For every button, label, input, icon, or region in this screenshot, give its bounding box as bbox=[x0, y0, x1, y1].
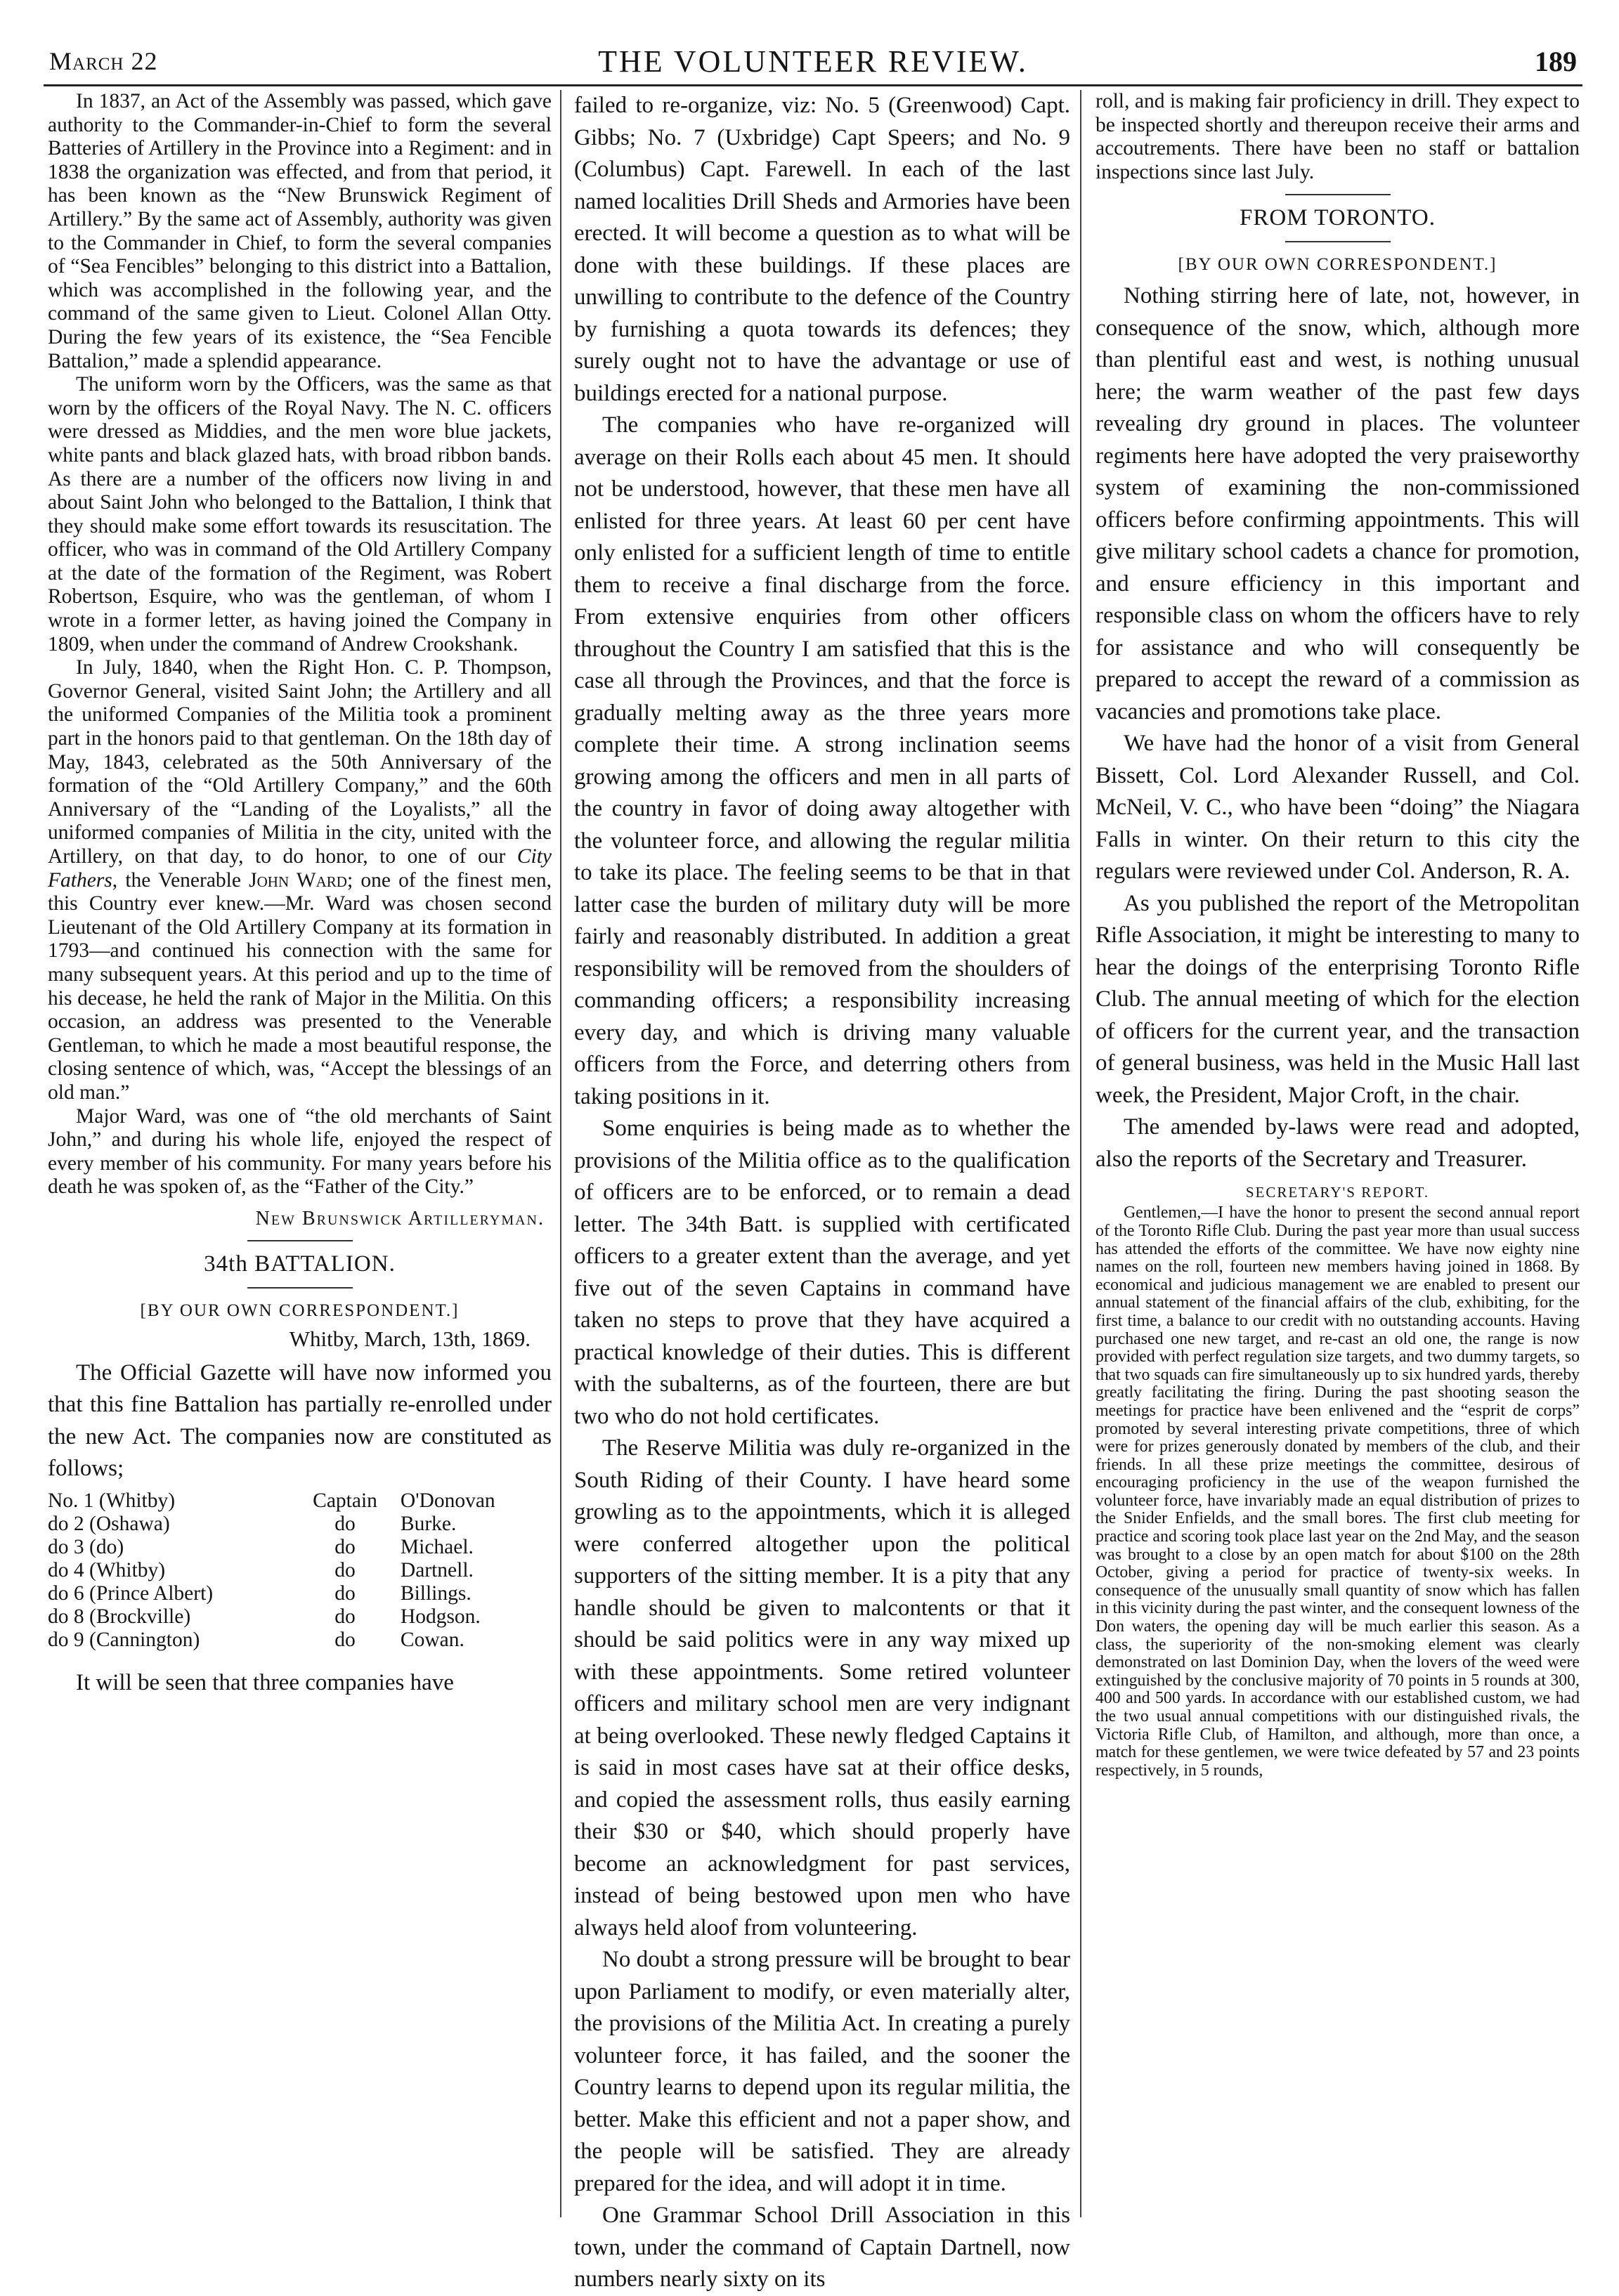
article-paragraph: The Reserve Militia was duly re-organized in the South Riding of their County. I have heard some growling as to the appointments, which it is alleged were conferred altogether upon the political supporters of the sitting member. It is a pity that any handle should be given to malcontents or that it should be said politics were in any way mixed up with these appointments. Some retired volunteer officers and military school men are very indignant at being overlooked. These newly fledged Captains it is said in most cases have sat at their office desks, and copied the assessment rolls, thus easily earning their $30 or $40, which should properly have become an acknowledgment for past services, instead of being bestowed upon men who have always held aloof from volunteering. bbox=[574, 1435, 1070, 1940]
company-name: No. 1 (Whitby) bbox=[48, 1489, 176, 1512]
byline: [BY OUR OWN CORRESPONDENT.] bbox=[140, 1300, 460, 1320]
section-divider bbox=[1285, 194, 1391, 195]
section-divider bbox=[1285, 241, 1391, 242]
article-paragraph: No doubt a strong pressure will be brought to bear upon Parliament to modify, or even materially alter, the provisions of the Militia Act. In creating a purely volunteer force, it has failed, and the sooner the Country learns to depend upon its regular militia, the better. Make this efficient and not a paper show, and the people will be satisfied. They are already prepared for the idea, and will adopt it in time. bbox=[574, 1947, 1070, 2196]
article-paragraph: Major Ward, was one of “the old merchants of Saint John,” and during his whole life, enjoyed the respect of every member of his community. For many years before his death he was spoken of, as the “Father of the City.” bbox=[48, 1104, 552, 1199]
article-paragraph: failed to re-organize, viz: No. 5 (Greenwood) Capt. Gibbs; No. 7 (Uxbridge) Capt Speers; and No. 9 (Columbus) Capt. Farewell. In each of the last named localities Drill Sheds and Armories have been erected. It will become a question as to what will be done with these buildings. If these places are unwilling to contribute to the defence of the Country by furnishing a quota towards its defences; they surely ought not to have the advantage or use of buildings erected for a national purpose. bbox=[574, 93, 1070, 406]
company-name: do 9 (Cannington) bbox=[48, 1628, 200, 1651]
column-2 bbox=[560, 90, 1080, 2292]
company-name: do 8 (Brockville) bbox=[48, 1605, 191, 1628]
officer-rank: Captain bbox=[313, 1489, 377, 1512]
article-paragraph: The amended by-laws were read and adopted, also the reports of the Secretary and Treasurer. bbox=[1095, 1114, 1580, 1172]
company-name: do 4 (Whitby) bbox=[48, 1558, 166, 1581]
company-row bbox=[48, 1629, 552, 1652]
officer-name: Hodgson. bbox=[400, 1605, 481, 1628]
company-name: do 2 (Oshawa) bbox=[48, 1512, 170, 1535]
issue-date: March 22 bbox=[49, 47, 158, 75]
text-run: In July, 1840, when the Right Hon. C. P. Thompson, Governor General, visited Saint John; the Artillery and all the uniformed Companies of the Militia took a prominent part in the honors paid to that gentleman. On the 18th day of May, 1843, celebrated as the 50th Anniversary of the formation of the “Old Artillery Company,” and the 60th Anniversary of the “Landing of the Loyalists,” all the uniformed companies of Militia in the city, united with the Artillery, on that day, to do honor, to one of our bbox=[48, 656, 552, 868]
article-paragraph: It will be seen that three companies have bbox=[76, 1669, 454, 1695]
article-paragraph: The uniform worn by the Officers, was the same as that worn by the officers of the Royal Navy. The N. C. officers were dressed as Middies, and the men wore blue jackets, white pants and black glazed hats, with broad ribbon bands. As there are a number of the officers now living in and about Saint John who belonged to the Battalion, I think that they should make some effort towards its resuscitation. The officer, who was in command of the Old Artillery Company at the date of the formation of the Regiment, was Robert Robertson, Esquire, who was the gentleman, of whom I wrote in a former letter, as having joined the Company in 1809, when under the command of Andrew Crookshank. bbox=[48, 373, 552, 655]
person-name: John Ward bbox=[249, 868, 347, 892]
article-signature: New Brunswick Artilleryman. bbox=[255, 1207, 545, 1229]
article-paragraph bbox=[48, 656, 552, 1104]
article-paragraph: One Grammar School Drill Association in this town, under the command of Captain Dartnell, now numbers nearly sixty on its bbox=[574, 2203, 1070, 2292]
officer-name: Michael. bbox=[400, 1535, 474, 1558]
report-text: Gentlemen,—I have the honor to present the second annual report of the Toronto Rifle Club. During the past year more than usual success has attended the efforts of the committee. We have now eighty nine names on the roll, fourteen new members having joined in 1868. By economical and judicious management we are enabled to present our annual statement of the financial affairs of the club, exhibiting, for the first time, a balance to our credit with no outstanding accounts. Having purchased one new target, and re-cast an old one, the range is now provided with perfect regulation size targets, and two dummy targets, so that two squads can fire simultaneously up to six hundred yards, thereby greatly facilitating the firing. During the past shooting season the meetings for practice have been enlivened and the “esprit de corps” promoted by several interesting private competitions, three of which were for prizes generously donated by members of the club, and their friends. In all these prize meetings the committee, desirous of encouraging proficiency in the use of the weapon furnished the volunteer force, have invariably made an equal distribution of prizes to the Snider Enfields, and the small bores. The first club meeting for practice and scoring took place last year on the 2nd May, and the season was brought to a close by an open match for about $100 on the 28th October, giving a period for practice of twenty-six weeks. In consequence of the unusually small quantity of snow which has fallen in this vicinity during the past winter, and the consequent lowness of the Don waters, the opening day will be much earlier this season. As a class, the superiority of the non-smoking element was clearly demonstrated on last Dominion Day, when the lovers of the weed were extinguished by the conclusive majority of 70 points in 5 rounds at 300, 400 and 500 yards. In accordance with our established custom, we had the two usual annual competitions with our distinguished rivals, the Victoria Rifle Club, of Hamilton, and although, more than once, a match for these gentlemen, we were twice defeated by 57 and 23 points respectively, in 5 rounds, bbox=[1095, 1204, 1580, 1780]
running-header bbox=[44, 41, 1582, 86]
company-row bbox=[48, 1536, 552, 1559]
column-1 bbox=[44, 90, 560, 2217]
officer-rank: do bbox=[334, 1512, 356, 1535]
section-divider bbox=[247, 1240, 353, 1241]
companies-table bbox=[48, 1489, 552, 1652]
text-run: , the Venerable bbox=[112, 868, 249, 892]
publication-title: THE VOLUNTEER REVIEW. bbox=[598, 44, 1028, 79]
byline: [BY OUR OWN CORRESPONDENT.] bbox=[1178, 255, 1497, 275]
article-paragraph: roll, and is making fair proficiency in drill. They expect to be inspected shortly and thereupon receive their arms and accoutrements. There have been no staff or battalion inspections since last July. bbox=[1095, 90, 1580, 183]
company-name: do 6 (Prince Albert) bbox=[48, 1581, 214, 1605]
page-number: 189 bbox=[1535, 46, 1577, 77]
officer-rank: do bbox=[334, 1628, 356, 1651]
officer-name: O'Donovan bbox=[400, 1489, 495, 1512]
officer-rank: do bbox=[334, 1558, 356, 1581]
officer-name: Dartnell. bbox=[400, 1558, 474, 1581]
article-paragraph: Some enquiries is being made as to whether the provisions of the Militia office as to the qualification of officers are to be enforced, or to remain a dead letter. The 34th Batt. is supplied with certificated officers to a greater extent than the average, and yet five out of the seven Captains in command have taken no steps to prove that they have acquired a practical knowledge of their duties. This is different with the subalterns, as of the fourteen, there are but two who do not hold certificates. bbox=[574, 1116, 1070, 1429]
article-columns bbox=[44, 90, 1582, 2292]
text-run: ; one of the finest men, this Country ever knew.—Mr. Ward was chosen second Lieutenant of the Old Artillery Company at its formation in 1793—and continued his connection with the same for many subsequent years. At this period and up to the time of his decease, he held the rank of Major in the Militia. On this occasion, an address was presented to the Venerable Gentleman, to which he made a most beautiful response, the closing sentence of which, was, “Accept the blessings of an old man.” bbox=[48, 868, 552, 1104]
officer-rank: do bbox=[334, 1605, 356, 1628]
emphasis-text: City Fathers bbox=[48, 845, 552, 892]
article-paragraph: As you published the report of the Metropolitan Rifle Association, it might be interesting to many to hear the doings of the enterprising Toronto Rifle Club. The annual meeting of which for the election of officers for the current year, and the transaction of general business, was held in the Music Hall last week, the President, Major Croft, in the chair. bbox=[1095, 890, 1580, 1108]
company-row bbox=[48, 1489, 552, 1513]
officer-name: Billings. bbox=[400, 1581, 472, 1605]
company-row bbox=[48, 1605, 552, 1629]
company-row bbox=[48, 1559, 552, 1582]
officer-rank: do bbox=[334, 1535, 356, 1558]
article-paragraph: The Official Gazette will have now informed you that this fine Battalion has partially re-enrolled under the new Act. The companies now are constituted as follows; bbox=[48, 1359, 552, 1482]
report-heading: SECRETARY'S REPORT. bbox=[1245, 1184, 1430, 1201]
column-3 bbox=[1080, 90, 1582, 2217]
section-title: FROM TORONTO. bbox=[1240, 205, 1436, 231]
article-paragraph: We have had the honor of a visit from General Bissett, Col. Lord Alexander Russell, and Col. McNeil, V. C., who have been “doing” the Niagara Falls in winter. On their return to this city the regulars were reviewed under Col. Anderson, R. A. bbox=[1095, 731, 1580, 885]
company-row bbox=[48, 1513, 552, 1536]
article-paragraph: In 1837, an Act of the Assembly was passed, which gave authority to the Commander-in-Chief to form the several Batteries of Artillery in the Province into a Regiment: and in 1838 the organization was effected, and from that period, it has been known as the “New Brunswick Regiment of Artillery.” By the same act of Assembly, authority was given to the Commander in Chief, to form the several companies of “Sea Fencibles” belonging to this district into a Battalion, which was accomplished in the following year, and the command of the same given to Lieut. Colonel Allan Otty. During the few years of its existence, the “Sea Fencible Battalion,” made a splendid appearance. bbox=[48, 90, 552, 372]
section-title: 34th BATTALION. bbox=[204, 1251, 396, 1277]
company-name: do 3 (do) bbox=[48, 1535, 124, 1558]
article-paragraph: Nothing stirring here of late, not, however, in consequence of the snow, which, although more than plentiful east and west, is nothing unusual here; the warm weather of the past few days revealing dry ground in places. The volunteer regiments here have adopted the very praiseworthy system of examining the non-commissioned officers before confirming appointments. This will give military school cadets a chance for promotion, and ensure efficiency in this important and responsible class on whom the officers have to rely for assistance and who will consequently be prepared to accept the reward of a commission as vacancies and promotions take place. bbox=[1095, 283, 1580, 724]
officer-name: Burke. bbox=[400, 1512, 457, 1535]
dateline: Whitby, March, 13th, 1869. bbox=[289, 1326, 531, 1351]
officer-name: Cowan. bbox=[400, 1628, 464, 1651]
officer-rank: do bbox=[334, 1581, 356, 1605]
section-divider bbox=[247, 1287, 353, 1289]
company-row bbox=[48, 1582, 552, 1605]
article-paragraph: The companies who have re-organized will average on their Rolls each about 45 men. It should not be understood, however, that these men have all enlisted for three years. At least 60 per cent have only enlisted for a sufficient length of time to entitle them to receive a final discharge from the force. From extensive enquiries from other officers throughout the Country I am satisfied that this is the case all through the Provinces, and that the force is gradually melting away as the three years more complete their time. A strong inclination seems growing among the officers and men in all parts of the country in favor of doing away altogether with the volunteer force, and allowing the regular militia to take its place. The feeling seems to be that in that latter case the burden of military duty will be more fairly and reasonably distributed. In addition a great responsibility will be removed from the shoulders of commanding officers; a responsibility increasing every day, and which is driving many valuable officers from the Force, and deterring others from taking positions in it. bbox=[574, 412, 1070, 1109]
